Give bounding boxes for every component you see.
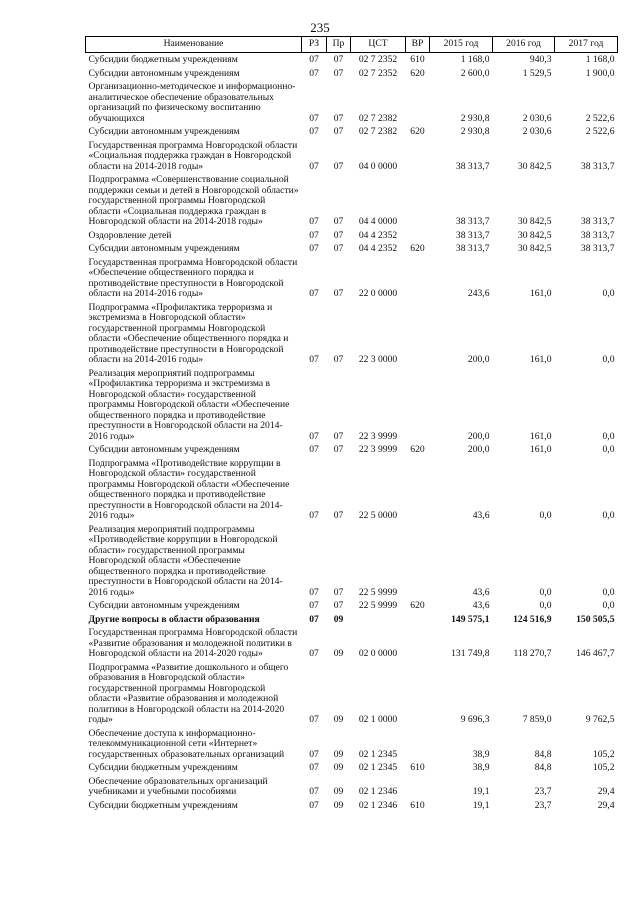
row-cst: 22 5 9999 [358, 586, 398, 598]
row-pr: 07 [333, 586, 344, 598]
row-2017: 29,4 [597, 786, 615, 797]
row-rz: 07 [309, 648, 319, 659]
table-row [86, 661, 618, 727]
row-name: Субсидии бюджетным учреждениям [88, 54, 238, 65]
row-name: Субсидии бюджетным учреждениям [88, 762, 238, 773]
row-2017: 1 168,0 [585, 54, 615, 65]
row-2015: 200,0 [467, 354, 490, 365]
row-2016: 0,0 [539, 600, 552, 611]
row-cst: 02 7 2382 [358, 126, 398, 137]
row-pr: 07 [333, 600, 344, 611]
table-row [86, 67, 618, 81]
row-2017: 0,0 [602, 600, 615, 611]
row-2017: 38 313,7 [580, 243, 615, 254]
row-vr: 620 [410, 67, 425, 79]
row-2017: 29,4 [597, 799, 615, 811]
row-vr [406, 229, 430, 243]
row-pr: 09 [333, 762, 344, 773]
row-2017: 105,2 [592, 748, 615, 760]
row-name: Другие вопросы в области образования [88, 613, 260, 625]
table-row [86, 443, 618, 457]
row-rz: 07 [309, 786, 319, 797]
row-2016: 23,7 [534, 786, 552, 797]
row-2015: 9 696,3 [460, 714, 490, 725]
row-2015: 38 313,7 [455, 243, 490, 254]
row-2015: 19,1 [472, 786, 490, 797]
table-row [86, 367, 618, 444]
row-cst: 22 3 0000 [358, 354, 398, 365]
row-pr: 07 [333, 430, 344, 442]
row-cst [351, 613, 406, 627]
row-2015: 200,0 [467, 444, 490, 455]
row-pr: 07 [333, 354, 344, 365]
table-row [86, 727, 618, 762]
row-2016: 2 030,6 [522, 112, 552, 124]
row-pr: 07 [333, 112, 344, 124]
row-cst: 02 1 0000 [358, 714, 398, 725]
row-rz: 07 [309, 748, 319, 760]
row-2015: 200,0 [467, 430, 490, 442]
row-pr: 07 [333, 288, 344, 299]
row-cst: 04 4 2352 [358, 229, 398, 241]
row-pr: 07 [333, 160, 344, 172]
header-pr: Пр [327, 37, 351, 53]
row-name: Подпрограмма «Совершенствование социальной поддержки семьи и детей в Новгородской области» государственной программы Новгородской области «Социальная поддержка граждан в Новгородской области на 2014-2018 годы» [88, 174, 299, 227]
row-cst: 04 4 0000 [358, 216, 398, 227]
row-name: Реализация мероприятий подпрограммы «Противодействие коррупции в Новгородской области» государственной программы Новгородской области «Обеспечение общественного порядка и противодействие преступности в Новгородской области на 2014-2016 годы» [88, 523, 283, 598]
row-cst: 22 3 9999 [358, 430, 398, 442]
row-cst: 22 5 0000 [358, 510, 398, 521]
row-name: Обеспечение доступа к информационно-телекоммуникационной сети «Интернет» государственных образовательных организаций [88, 727, 285, 760]
table-header-row [86, 37, 618, 53]
row-cst: 22 3 9999 [358, 444, 398, 455]
row-2017: 0,0 [602, 586, 615, 598]
row-2016: 2 030,6 [522, 126, 552, 137]
row-vr: 620 [410, 243, 425, 254]
row-vr: 610 [410, 54, 425, 65]
row-rz: 07 [309, 112, 319, 124]
row-pr: 07 [333, 216, 344, 227]
row-2017: 146 467,7 [576, 648, 615, 659]
row-2015: 243,6 [467, 288, 490, 299]
row-pr: 07 [333, 126, 344, 137]
row-name: Подпрограмма «Профилактика терроризма и экстремизма в Новгородской области» государственной программы Новгородской области «Обеспечение общественного порядка и противодействие преступности в Новгородской области на 2014-2016 годы» [88, 301, 289, 365]
row-2016: 118 270,7 [513, 648, 552, 659]
row-2016: 23,7 [534, 799, 552, 811]
row-2016: 30 842,5 [517, 229, 552, 241]
row-rz: 07 [309, 799, 319, 811]
row-pr: 09 [333, 714, 344, 725]
table-row [86, 599, 618, 613]
row-name: Подпрограмма «Противодействие коррупции в Новгородской области» государственной программы Новгородской области «Обеспечение общественного порядка и противодействие преступности в Новгородской области на 2014-2016 годы» [88, 457, 290, 521]
row-pr: 09 [333, 786, 344, 797]
row-rz: 07 [309, 762, 319, 773]
row-vr [406, 139, 430, 174]
row-vr [406, 523, 430, 600]
row-2016: 161,0 [529, 354, 552, 365]
row-vr [406, 80, 430, 125]
row-name: Обеспечение образовательных организаций учебниками и учебными пособиями [88, 775, 268, 797]
row-2016: 940,3 [529, 54, 552, 65]
table-row [86, 242, 618, 256]
row-2017: 38 313,7 [580, 216, 615, 227]
row-vr [406, 626, 430, 661]
table-row [86, 626, 618, 661]
row-name: Государственная программа Новгородской области «Социальная поддержка граждан в Новгородской области на 2014-2018 годы» [88, 139, 298, 172]
row-2017: 1 900,0 [585, 67, 615, 79]
row-rz: 07 [309, 613, 319, 625]
header-2015: 2015 год [430, 37, 493, 53]
row-2015: 2 600,0 [460, 67, 490, 79]
row-rz: 07 [309, 54, 319, 65]
header-name: Наименование [86, 37, 302, 53]
row-rz: 07 [309, 430, 319, 442]
row-pr: 07 [333, 67, 344, 79]
page-number: 235 [310, 20, 330, 35]
row-rz: 07 [309, 160, 319, 172]
row-2016: 30 842,5 [517, 243, 552, 254]
row-2016: 161,0 [529, 288, 552, 299]
table-body [86, 53, 618, 813]
row-name: Подпрограмма «Развитие дошкольного и общего образования в Новгородской области» государственной программы Новгородской области «Развитие образования и молодежной политики в Новгородской области на 2014-2020 годы» [88, 661, 289, 725]
row-pr: 09 [333, 613, 344, 625]
row-pr: 09 [333, 799, 344, 811]
row-name: Реализация мероприятий подпрограммы «Профилактика терроризма и экстремизма в Новгородской области» государственной программы Новгородской области «Обеспечение общественного порядка и противодействие преступности в Новгородской области на 2014-2016 годы» [88, 367, 290, 442]
row-vr [406, 301, 430, 367]
row-vr: 620 [410, 126, 425, 137]
row-2017: 9 762,5 [585, 714, 615, 725]
row-name: Субсидии автономным учреждениям [88, 444, 240, 455]
row-rz: 07 [309, 67, 319, 79]
row-name: Субсидии автономным учреждениям [88, 67, 240, 79]
row-vr: 610 [410, 762, 425, 773]
row-2017: 2 522,6 [585, 126, 615, 137]
row-cst: 02 1 2345 [358, 748, 398, 760]
row-pr: 07 [333, 444, 344, 455]
row-rz: 07 [309, 243, 319, 254]
budget-table [85, 36, 618, 812]
row-2015: 131 749,8 [451, 648, 490, 659]
table-row [86, 613, 618, 627]
table-row [86, 457, 618, 523]
row-vr: 620 [410, 600, 425, 611]
row-cst: 02 1 2345 [358, 762, 398, 773]
row-2015: 19,1 [472, 799, 490, 811]
row-vr [406, 775, 430, 799]
header-cst: ЦСТ [351, 37, 406, 53]
table-row [86, 173, 618, 229]
table-row [86, 301, 618, 367]
row-2016: 7 859,0 [522, 714, 552, 725]
table-row [86, 775, 618, 799]
row-vr [406, 256, 430, 301]
row-2015: 38 313,7 [455, 229, 490, 241]
row-pr: 07 [333, 54, 344, 65]
row-pr: 07 [333, 510, 344, 521]
row-name: Субсидии автономным учреждениям [88, 126, 240, 137]
row-vr [406, 367, 430, 444]
table-row [86, 799, 618, 813]
row-2017: 0,0 [602, 288, 615, 299]
row-name: Субсидии бюджетным учреждениям [88, 799, 238, 811]
row-2015: 149 575,1 [451, 613, 490, 625]
table-row [86, 761, 618, 775]
table-row [86, 256, 618, 301]
table-row [86, 125, 618, 139]
row-name: Оздоровление детей [88, 229, 172, 241]
row-cst: 04 4 2352 [358, 243, 398, 254]
row-2015: 38 313,7 [455, 160, 490, 172]
row-cst: 04 0 0000 [358, 160, 398, 172]
table-row [86, 229, 618, 243]
row-name: Субсидии автономным учреждениям [88, 243, 240, 254]
row-rz: 07 [309, 444, 319, 455]
header-2017: 2017 год [555, 37, 618, 53]
row-2017: 38 313,7 [580, 229, 615, 241]
row-vr: 610 [410, 799, 425, 811]
row-2017: 0,0 [602, 430, 615, 442]
row-name: Организационно-методическое и информационно-аналитическое обеспечение образовательных организаций по физическому воспитанию обучающихся [88, 81, 296, 124]
row-cst: 02 7 2352 [358, 67, 398, 79]
row-2017: 150 505,5 [576, 613, 615, 625]
table-row [86, 139, 618, 174]
row-2017: 105,2 [592, 762, 615, 773]
row-name: Государственная программа Новгородской области «Развитие образования и молодежной политики в Новгородской области на 2014-2020 годы» [88, 627, 298, 659]
row-2015: 38,9 [472, 748, 490, 760]
header-2016: 2016 год [493, 37, 555, 53]
row-pr: 09 [333, 648, 344, 659]
row-cst: 02 1 2346 [358, 799, 398, 811]
row-vr: 620 [410, 444, 425, 455]
header-vr: ВР [406, 37, 430, 53]
row-vr [406, 661, 430, 727]
row-vr [406, 613, 430, 627]
row-2016: 1 529,5 [522, 67, 552, 79]
row-rz: 07 [309, 714, 319, 725]
row-2016: 0,0 [539, 510, 552, 521]
row-vr [406, 727, 430, 762]
row-2016: 84,8 [534, 748, 552, 760]
row-cst: 02 0 0000 [358, 648, 398, 659]
row-rz: 07 [309, 126, 319, 137]
row-2015: 43,6 [472, 510, 490, 521]
row-vr [406, 173, 430, 229]
row-rz: 07 [309, 586, 319, 598]
row-2015: 38 313,7 [455, 216, 490, 227]
row-cst: 02 1 2346 [358, 786, 398, 797]
row-vr [406, 457, 430, 523]
row-cst: 02 7 2352 [358, 54, 398, 65]
row-rz: 07 [309, 288, 319, 299]
row-2016: 30 842,5 [517, 160, 552, 172]
row-2016: 161,0 [529, 444, 552, 455]
row-2015: 43,6 [472, 600, 490, 611]
row-name: Субсидии автономным учреждениям [88, 600, 240, 611]
table-row [86, 80, 618, 125]
table-row [86, 523, 618, 600]
row-rz: 07 [309, 229, 319, 241]
row-2017: 0,0 [602, 444, 615, 455]
row-rz: 07 [309, 354, 319, 365]
row-cst: 02 7 2382 [358, 112, 398, 124]
row-2016: 30 842,5 [517, 216, 552, 227]
row-2015: 2 930,8 [460, 112, 490, 124]
row-name: Государственная программа Новгородской области «Обеспечение общественного порядка и противодействие преступности в Новгородской области на 2014-2016 годы» [88, 256, 298, 299]
table-row [86, 53, 618, 67]
row-pr: 09 [333, 748, 344, 760]
row-2016: 84,8 [534, 762, 552, 773]
row-2017: 0,0 [602, 510, 615, 521]
row-2017: 38 313,7 [580, 160, 615, 172]
row-cst: 22 0 0000 [358, 288, 398, 299]
row-2016: 161,0 [529, 430, 552, 442]
row-2015: 38,9 [472, 762, 490, 773]
row-2016: 124 516,9 [513, 613, 552, 625]
row-pr: 07 [333, 243, 344, 254]
row-2017: 0,0 [602, 354, 615, 365]
row-cst: 22 5 9999 [358, 600, 398, 611]
row-2015: 43,6 [472, 586, 490, 598]
row-2017: 2 522,6 [585, 112, 615, 124]
row-2016: 0,0 [539, 586, 552, 598]
header-rz: РЗ [302, 37, 327, 53]
row-2015: 1 168,0 [460, 54, 490, 65]
row-rz: 07 [309, 600, 319, 611]
row-rz: 07 [309, 510, 319, 521]
row-2015: 2 930,8 [460, 126, 490, 137]
row-rz: 07 [309, 216, 319, 227]
row-pr: 07 [333, 229, 344, 241]
